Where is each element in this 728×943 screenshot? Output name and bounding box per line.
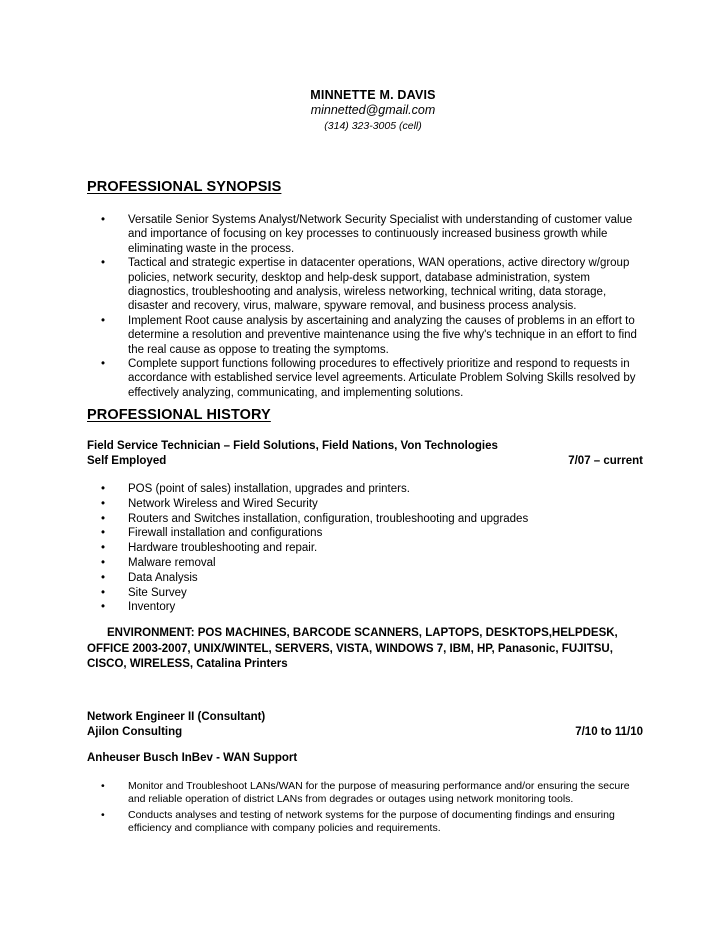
bullet-icon: • [101, 483, 106, 495]
job2-dates: 7/10 to 11/10 [575, 726, 643, 738]
list-item: • Data Analysis [101, 571, 198, 584]
bullet-icon: • [101, 527, 106, 540]
list-item: • Inventory [101, 601, 176, 614]
list-item: • POS (point of sales) installation, upgrades and printers. [101, 483, 410, 495]
list-item: • Implement Root cause analysis by ascertaining and analyzing the causes of problems in an effort to determine a resolution and preventive maintenance using the five why's technique in an effort to find the real cause as oppose to treating the symptoms. [101, 314, 637, 356]
contact-phone: (314) 323-3005 (cell) [324, 120, 422, 132]
list-item: • Tactical and strategic expertise in datacenter operations, WAN operations, active directory w/group policies, network security, desktop and help-desk support, database administration, system diagnostics, troubleshooting and analysis, wireless networking, technical writing, data storage, disaster and recovery, virus, malware, spyware removal, and business process analysis. [101, 257, 630, 313]
list-item: • Monitor and Troubleshoot LANs/WAN for the purpose of measuring performance and/or ensuring the secure and reliable operation of district LANs from degrades or outages using network monitoring tools. [101, 780, 630, 806]
job1-title: Field Service Technician – Field Solutions, Field Nations, Von Technologies [87, 440, 498, 452]
list-item: • Conducts analyses and testing of network systems for the purpose of documenting findings and ensuring efficiency and compliance with company policies and requirements. [101, 808, 615, 835]
job1-duties-list [87, 482, 647, 615]
bullet-icon: • [101, 808, 105, 821]
job1-dates: 7/07 – current [568, 455, 643, 467]
list-item: • Complete support functions following procedures to effectively prioritize and respond to requests in accordance with established service level agreements. Articulate Problem Solving Skills resolved by effectively analyzing, communicating, and implementing solutions. [101, 358, 636, 399]
contact-email: minnetted@gmail.com [310, 103, 436, 117]
job2-title: Network Engineer II (Consultant) [87, 711, 266, 723]
bullet-icon: • [101, 571, 106, 584]
bullet-icon: • [101, 257, 106, 270]
list-item: • Malware removal [101, 556, 216, 569]
list-item: • Routers and Switches installation, configuration, troubleshooting and upgrades [101, 512, 529, 525]
job1-employer: Self Employed [87, 455, 167, 467]
bullet-icon: • [101, 214, 106, 226]
bullet-icon: • [101, 497, 106, 510]
bullet-icon: • [101, 586, 106, 599]
synopsis-list [87, 213, 647, 400]
bullet-icon: • [101, 780, 105, 792]
job2-client: Anheuser Busch InBev - WAN Support [87, 752, 298, 764]
bullet-icon: • [101, 556, 106, 569]
list-item: • Firewall installation and configurations [101, 527, 323, 540]
job2-employer-row [87, 726, 643, 738]
bullet-icon: • [101, 601, 106, 614]
history-heading: PROFESSIONAL HISTORY [87, 407, 271, 423]
list-item: • Network Wireless and Wired Security [101, 497, 318, 510]
bullet-icon: • [101, 512, 106, 525]
job2-duties-list [87, 780, 647, 838]
job2-employer: Ajilon Consulting [87, 726, 183, 738]
job1-environment: ENVIRONMENT: POS MACHINES, BARCODE SCANNERS, LAPTOPS, DESKTOPS,HELPDESK, OFFICE 2003-2007, UNIX/WINTEL, SERVERS, VISTA, WINDOWS 7, IBM, HP, Panasonic, FUJITSU, CISCO, WIRELESS, Catalina Printers [87, 627, 618, 670]
bullet-icon: • [101, 314, 106, 327]
job1-employer-row [87, 455, 643, 467]
bullet-icon: • [101, 358, 106, 371]
candidate-name: MINNETTE M. DAVIS [310, 88, 436, 102]
list-item: • Site Survey [101, 586, 187, 599]
list-item: • Hardware troubleshooting and repair. [101, 542, 318, 555]
list-item: • Versatile Senior Systems Analyst/Network Security Specialist with understanding of customer value and importance of focusing on key processes to continuously increased business growth while eliminating waste in the process. [101, 214, 633, 255]
synopsis-heading: PROFESSIONAL SYNOPSIS [87, 179, 282, 195]
bullet-icon: • [101, 542, 106, 555]
